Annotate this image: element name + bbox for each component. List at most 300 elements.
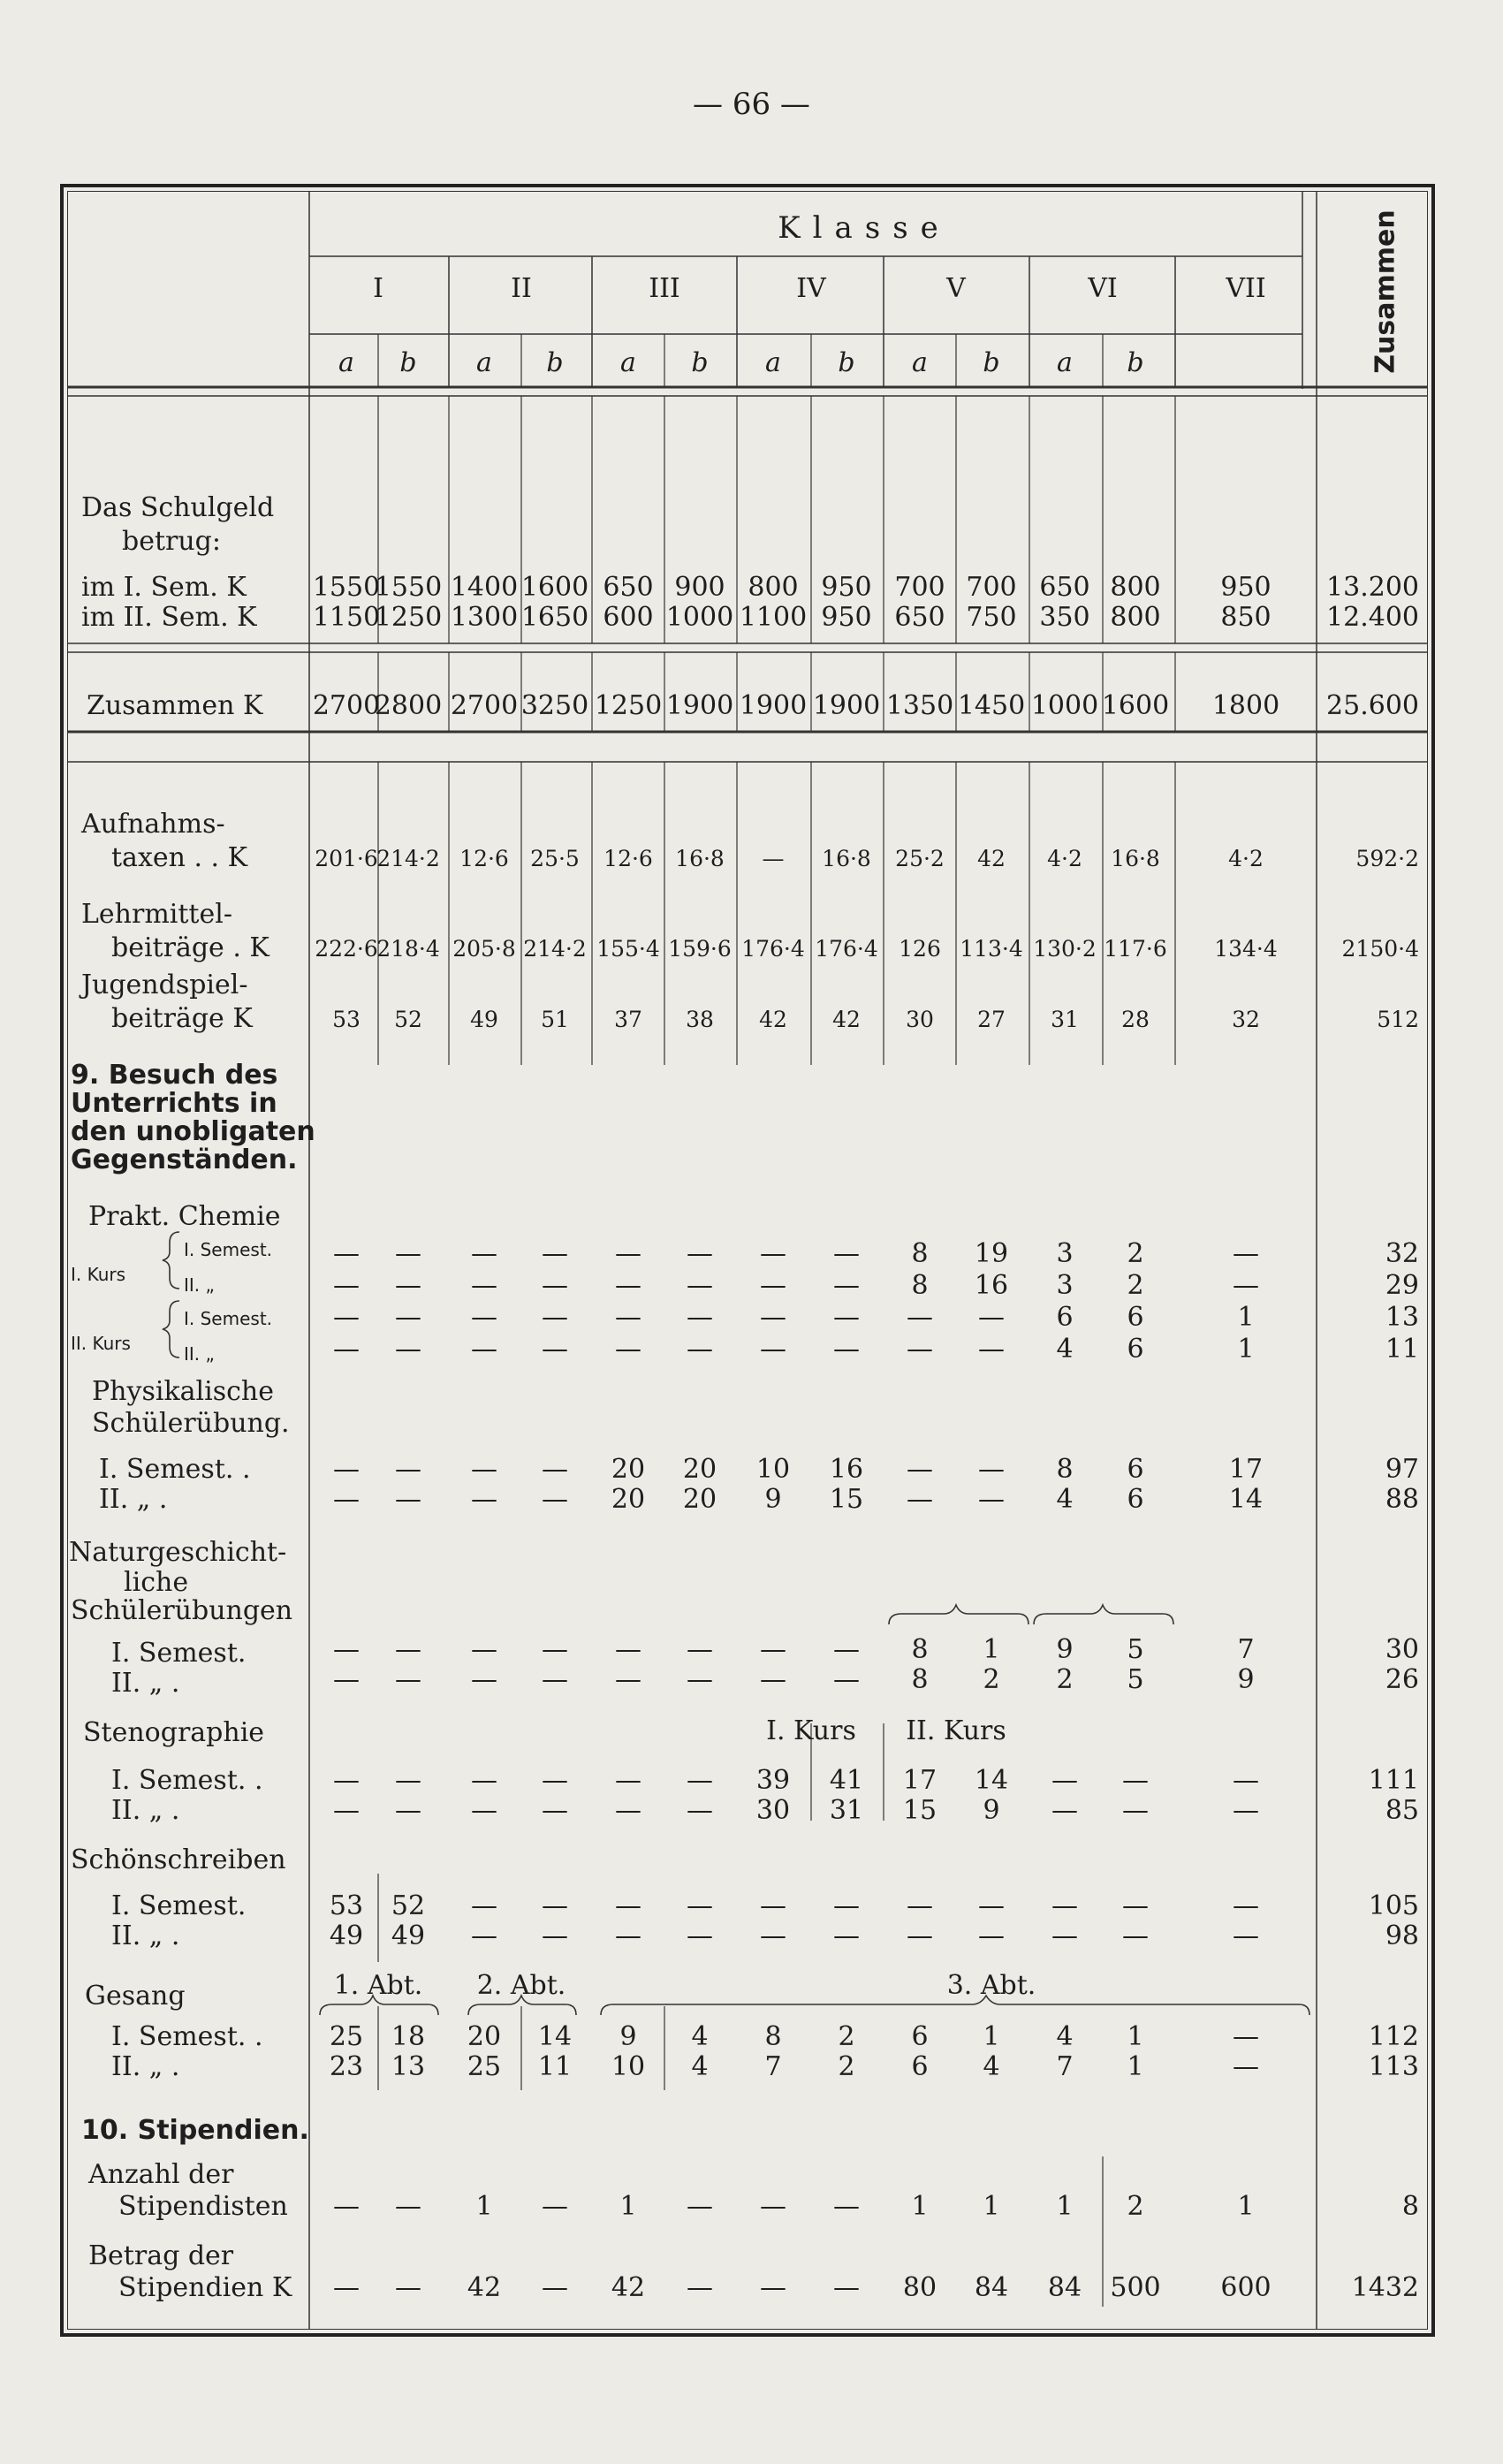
- section9-heading: den unobligaten: [71, 1116, 315, 1147]
- semester-label: I. Semest.: [184, 1239, 273, 1260]
- chemie-cell: —: [615, 1238, 641, 1269]
- taxen-cell: 134·4: [1214, 936, 1278, 962]
- stipend-cell: 8: [1401, 2191, 1419, 2222]
- schoen-cell: —: [907, 1890, 933, 1921]
- natur-cell: —: [687, 1664, 713, 1695]
- steno-cell: —: [1233, 1795, 1259, 1826]
- natur-cell: 26: [1385, 1664, 1419, 1695]
- schulgeld-cell: 650: [603, 572, 654, 603]
- class-header-I: I: [373, 273, 383, 304]
- schoen-cell: —: [760, 1890, 786, 1921]
- taxen-cell: 16·8: [822, 846, 871, 871]
- gesang-cell: 6: [911, 2051, 929, 2082]
- subclass-header: b: [838, 347, 855, 378]
- chemie-cell: —: [542, 1334, 568, 1365]
- chemie-cell: —: [542, 1238, 568, 1269]
- taxen-cell: 42: [832, 1007, 861, 1032]
- schulgeld-cell: 950: [821, 572, 872, 603]
- row-label: Lehrmittel-: [81, 899, 232, 930]
- schoen-cell: —: [615, 1890, 641, 1921]
- subclass-header: b: [399, 347, 417, 378]
- schulgeld-title: Das Schulgeld: [81, 492, 275, 523]
- physik-cell: 88: [1385, 1484, 1419, 1515]
- taxen-cell: 201·6: [315, 846, 378, 871]
- natur-cell: —: [471, 1634, 497, 1665]
- schoen-cell: 53: [329, 1890, 364, 1921]
- schulgeld-cell: 1650: [520, 602, 589, 633]
- chemie-cell: —: [687, 1302, 713, 1333]
- physik-title: Schülerübung.: [92, 1408, 290, 1439]
- taxen-cell: 205·8: [452, 936, 516, 962]
- natur-cell: 9: [1056, 1634, 1074, 1665]
- class-header-III: III: [649, 273, 680, 304]
- zusammen-cell: 1900: [812, 690, 881, 721]
- row-label: II. „ .: [111, 1795, 180, 1826]
- stipend-cell: —: [760, 2272, 786, 2303]
- steno-cell: —: [615, 1795, 641, 1826]
- natur-cell: —: [615, 1634, 641, 1665]
- stipend-cell: —: [333, 2191, 360, 2222]
- taxen-cell: 113·4: [960, 936, 1023, 962]
- chemie-cell: —: [687, 1238, 713, 1269]
- schulgeld-cell: 1550: [312, 572, 381, 603]
- class-header-IV: IV: [796, 273, 826, 304]
- row-label: im I. Sem. K: [81, 572, 247, 603]
- chemie-cell: —: [760, 1238, 786, 1269]
- chemie-cell: —: [395, 1302, 421, 1333]
- stipend-cell: —: [687, 2191, 713, 2222]
- schoen-cell: —: [471, 1890, 497, 1921]
- taxen-cell: 2150·4: [1341, 936, 1419, 962]
- gesang-abt: 3. Abt.: [946, 1970, 1036, 2001]
- physik-cell: 16: [829, 1454, 864, 1485]
- stipend-cell: 600: [1220, 2272, 1271, 2303]
- physik-cell: 97: [1385, 1454, 1419, 1485]
- gesang-cell: 20: [467, 2021, 502, 2052]
- row-label: II. „ .: [111, 1668, 180, 1699]
- taxen-cell: 176·4: [815, 936, 878, 962]
- gesang-cell: 7: [1056, 2051, 1074, 2082]
- gesang-cell: 25: [467, 2051, 502, 2082]
- gesang-cell: 1: [1127, 2021, 1144, 2052]
- physik-cell: —: [395, 1454, 421, 1485]
- taxen-cell: 38: [686, 1007, 714, 1032]
- chemie-brace-1: [163, 1232, 179, 1289]
- schoen-cell: —: [1051, 1920, 1078, 1951]
- steno-cell: —: [542, 1765, 568, 1796]
- taxen-cell: 42: [977, 846, 1006, 871]
- row-label: I. Semest. .: [111, 1765, 263, 1796]
- schoen-cell: 49: [329, 1920, 364, 1951]
- schulgeld-cell: 800: [1110, 602, 1161, 633]
- stipend-cell: —: [333, 2272, 360, 2303]
- steno-cell: —: [687, 1765, 713, 1796]
- natur-cell: —: [542, 1634, 568, 1665]
- stipend-cell: 1: [1056, 2191, 1074, 2222]
- taxen-cell: 592·2: [1355, 846, 1419, 871]
- taxen-cell: 12·6: [603, 846, 653, 871]
- chemie-cell: —: [978, 1302, 1005, 1333]
- stipend-cell: —: [542, 2191, 568, 2222]
- header-zusammen: Zusammen: [1370, 209, 1401, 374]
- section10-heading: 10. Stipendien.: [81, 2115, 309, 2146]
- stipend-cell: 84: [1047, 2272, 1082, 2303]
- stipend-cell: —: [760, 2191, 786, 2222]
- subclass-header: b: [1127, 347, 1144, 378]
- chemie-cell: —: [333, 1238, 360, 1269]
- taxen-cell: 159·6: [668, 936, 732, 962]
- chemie-cell: —: [760, 1334, 786, 1365]
- row-label: taxen . . K: [111, 842, 248, 873]
- row-label: I. Semest. .: [99, 1454, 251, 1485]
- chemie-cell: 19: [974, 1238, 1009, 1269]
- physik-cell: 20: [611, 1454, 646, 1485]
- schulgeld-cell: 800: [1110, 572, 1161, 603]
- taxen-cell: 49: [470, 1007, 498, 1032]
- chemie-cell: 8: [911, 1238, 929, 1269]
- row-label: beiträge . K: [111, 932, 269, 963]
- semester-label: II. „: [184, 1343, 215, 1365]
- schulgeld-cell: 700: [966, 572, 1017, 603]
- taxen-cell: 32: [1232, 1007, 1260, 1032]
- steno-cell: 31: [829, 1795, 864, 1826]
- subclass-header: a: [1057, 347, 1073, 378]
- steno-cell: —: [542, 1795, 568, 1826]
- steno-cell: —: [1051, 1795, 1078, 1826]
- chemie-cell: —: [471, 1334, 497, 1365]
- gesang-cell: 4: [1056, 2021, 1074, 2052]
- steno-cell: —: [471, 1765, 497, 1796]
- steno-cell: —: [687, 1795, 713, 1826]
- chemie-cell: —: [760, 1302, 786, 1333]
- gesang-abt: 2. Abt.: [476, 1970, 566, 2001]
- gesang-cell: 11: [537, 2051, 573, 2082]
- chemie-cell: —: [395, 1238, 421, 1269]
- kurs-label: II. Kurs: [71, 1333, 131, 1354]
- schulgeld-cell: 1550: [374, 572, 443, 603]
- steno-kurs: II. Kurs: [906, 1715, 1006, 1746]
- schoen-cell: —: [978, 1920, 1005, 1951]
- row-label: Jugendspiel-: [81, 970, 248, 1000]
- taxen-cell: 12·6: [459, 846, 509, 871]
- stipend-cell: —: [395, 2272, 421, 2303]
- semester-label: II. „: [184, 1274, 215, 1296]
- schulgeld-cell: 950: [821, 602, 872, 633]
- gesang-cell: 10: [611, 2051, 646, 2082]
- zusammen-cell: 1900: [665, 690, 734, 721]
- steno-cell: 14: [974, 1765, 1009, 1796]
- schulgeld-cell: 1000: [665, 602, 734, 633]
- schulgeld-cell: 850: [1220, 602, 1271, 633]
- zusammen-cell: 2700: [312, 690, 381, 721]
- row-label: I. Semest.: [111, 1638, 247, 1669]
- steno-cell: 111: [1368, 1765, 1419, 1796]
- stipend-cell: —: [395, 2191, 421, 2222]
- physik-cell: —: [542, 1484, 568, 1515]
- zusammen-cell: 1600: [1101, 690, 1170, 721]
- schoen-cell: —: [833, 1890, 860, 1921]
- stipend-cell: 2: [1127, 2191, 1144, 2222]
- schulgeld-cell: 1300: [450, 602, 519, 633]
- stipend-cell: 1: [1237, 2191, 1255, 2222]
- schulgeld-cell: 950: [1220, 572, 1271, 603]
- schoen-cell: —: [760, 1920, 786, 1951]
- row-label: Aufnahms-: [81, 809, 225, 840]
- gesang-cell: 6: [911, 2021, 929, 2052]
- gesang-cell: 1: [983, 2021, 1000, 2052]
- steno-cell: —: [395, 1765, 421, 1796]
- chemie-cell: —: [833, 1270, 860, 1301]
- subclass-header: b: [691, 347, 709, 378]
- natur-cell: —: [833, 1634, 860, 1665]
- taxen-cell: 117·6: [1104, 936, 1167, 962]
- row-label: Stipendien K: [118, 2272, 292, 2303]
- chemie-cell: —: [333, 1302, 360, 1333]
- schulgeld-cell: 600: [603, 602, 654, 633]
- steno-cell: —: [615, 1765, 641, 1796]
- chemie-cell: —: [978, 1334, 1005, 1365]
- chemie-cell: 3: [1056, 1238, 1074, 1269]
- schulgeld-cell: 650: [894, 602, 945, 633]
- schulgeld-cell: 1150: [312, 602, 381, 633]
- chemie-cell: —: [687, 1334, 713, 1365]
- gesang-cell: 112: [1368, 2021, 1419, 2052]
- natur-brace-v: [889, 1605, 1029, 1624]
- chemie-cell: —: [542, 1302, 568, 1333]
- taxen-cell: 16·8: [1111, 846, 1160, 871]
- gesang-cell: 23: [329, 2051, 364, 2082]
- chemie-cell: 1: [1237, 1334, 1255, 1365]
- schulgeld-cell: 12.400: [1326, 602, 1419, 633]
- subclass-header: a: [765, 347, 781, 378]
- physik-cell: —: [907, 1484, 933, 1515]
- natur-cell: —: [760, 1634, 786, 1665]
- chemie-cell: —: [471, 1302, 497, 1333]
- taxen-cell: 4·2: [1047, 846, 1082, 871]
- natur-cell: 2: [983, 1664, 1000, 1695]
- chemie-cell: 4: [1056, 1334, 1074, 1365]
- stipend-cell: 1: [983, 2191, 1000, 2222]
- steno-cell: —: [1233, 1765, 1259, 1796]
- chemie-cell: —: [760, 1270, 786, 1301]
- natur-cell: —: [333, 1664, 360, 1695]
- schoen-cell: —: [615, 1920, 641, 1951]
- steno-cell: —: [333, 1765, 360, 1796]
- page-number: — 66 —: [693, 87, 810, 122]
- physik-cell: —: [333, 1484, 360, 1515]
- zusammen-cell: 1350: [885, 690, 954, 721]
- gesang-cell: 4: [983, 2051, 1000, 2082]
- natur-cell: 2: [1056, 1664, 1074, 1695]
- physik-cell: 17: [1228, 1454, 1264, 1485]
- natur-cell: —: [687, 1634, 713, 1665]
- natur-cell: —: [833, 1664, 860, 1695]
- subclass-header: a: [620, 347, 636, 378]
- chemie-cell: —: [542, 1270, 568, 1301]
- natur-cell: —: [542, 1664, 568, 1695]
- stipend-cell: 1: [475, 2191, 493, 2222]
- schulgeld-title: betrug:: [122, 526, 221, 557]
- physik-cell: —: [978, 1454, 1005, 1485]
- steno-cell: —: [333, 1795, 360, 1826]
- schoen-cell: 105: [1368, 1890, 1419, 1921]
- physik-cell: 15: [829, 1484, 864, 1515]
- steno-cell: —: [1122, 1795, 1149, 1826]
- stipend-cell: 1: [619, 2191, 637, 2222]
- subclass-header: b: [983, 347, 1000, 378]
- chemie-cell: 32: [1385, 1238, 1419, 1269]
- taxen-cell: 218·4: [376, 936, 440, 962]
- gesang-cell: 2: [838, 2021, 855, 2052]
- taxen-cell: 130·2: [1033, 936, 1097, 962]
- schoen-cell: —: [907, 1920, 933, 1951]
- steno-cell: 85: [1385, 1795, 1419, 1826]
- schoen-cell: —: [471, 1920, 497, 1951]
- natur-cell: —: [760, 1664, 786, 1695]
- stipend-cell: —: [833, 2191, 860, 2222]
- chemie-cell: —: [1233, 1238, 1259, 1269]
- schoen-cell: 52: [391, 1890, 426, 1921]
- natur-cell: —: [395, 1634, 421, 1665]
- chemie-cell: —: [687, 1270, 713, 1301]
- schoen-cell: —: [1051, 1890, 1078, 1921]
- chemie-cell: —: [333, 1334, 360, 1365]
- schoen-cell: —: [542, 1890, 568, 1921]
- physik-cell: 6: [1127, 1454, 1144, 1485]
- taxen-cell: 27: [977, 1007, 1006, 1032]
- natur-cell: —: [333, 1634, 360, 1665]
- chemie-cell: —: [907, 1334, 933, 1365]
- natur-cell: 8: [911, 1664, 929, 1695]
- gesang-cell: 7: [764, 2051, 782, 2082]
- gesang-cell: 13: [391, 2051, 426, 2082]
- taxen-cell: 37: [614, 1007, 642, 1032]
- taxen-cell: 53: [332, 1007, 361, 1032]
- chemie-cell: —: [395, 1334, 421, 1365]
- class-header-V: V: [946, 273, 966, 304]
- gesang-cell: 8: [764, 2021, 782, 2052]
- row-label: Zusammen K: [87, 690, 263, 721]
- physik-cell: —: [471, 1454, 497, 1485]
- gesang-cell: 2: [838, 2051, 855, 2082]
- row-label: im II. Sem. K: [81, 602, 257, 633]
- schulgeld-cell: 1250: [374, 602, 443, 633]
- chemie-cell: —: [471, 1270, 497, 1301]
- gesang-cell: 4: [691, 2051, 709, 2082]
- natur-title: liche: [124, 1567, 189, 1598]
- schoen-cell: —: [687, 1920, 713, 1951]
- schulgeld-cell: 13.200: [1326, 572, 1419, 603]
- steno-cell: 15: [902, 1795, 937, 1826]
- taxen-cell: 176·4: [741, 936, 805, 962]
- zusammen-cell: 1450: [957, 690, 1026, 721]
- natur-cell: 9: [1237, 1664, 1255, 1695]
- gesang-cell: 4: [691, 2021, 709, 2052]
- steno-cell: 17: [902, 1765, 937, 1796]
- physik-cell: 20: [682, 1484, 717, 1515]
- steno-cell: —: [471, 1795, 497, 1826]
- row-label: beiträge K: [111, 1003, 253, 1034]
- natur-cell: —: [615, 1664, 641, 1695]
- steno-cell: 30: [755, 1795, 791, 1826]
- zusammen-cell: 3250: [520, 690, 589, 721]
- physik-cell: 20: [682, 1454, 717, 1485]
- physik-cell: 8: [1056, 1454, 1074, 1485]
- schoen-cell: 49: [391, 1920, 426, 1951]
- row-label: II. „ .: [111, 2051, 180, 2082]
- chemie-cell: 2: [1127, 1238, 1144, 1269]
- taxen-cell: 28: [1121, 1007, 1150, 1032]
- header-klasse: Klasse: [778, 210, 951, 246]
- gesang-cell: —: [1233, 2021, 1259, 2052]
- stipend-cell: 42: [611, 2272, 646, 2303]
- stipend-cell: —: [542, 2272, 568, 2303]
- schulgeld-cell: 800: [748, 572, 799, 603]
- physik-cell: 10: [755, 1454, 791, 1485]
- physik-cell: —: [542, 1454, 568, 1485]
- chemie-cell: 1: [1237, 1302, 1255, 1333]
- physik-cell: —: [333, 1454, 360, 1485]
- gesang-cell: 25: [329, 2021, 364, 2052]
- gesang-cell: 9: [619, 2021, 637, 2052]
- physik-cell: —: [395, 1484, 421, 1515]
- stipend-cell: 1: [911, 2191, 929, 2222]
- chemie-title: Prakt. Chemie: [88, 1201, 281, 1232]
- physik-cell: 20: [611, 1484, 646, 1515]
- zusammen-cell: 2800: [374, 690, 443, 721]
- natur-cell: 30: [1385, 1634, 1419, 1665]
- physik-cell: —: [978, 1484, 1005, 1515]
- steno-cell: —: [1051, 1765, 1078, 1796]
- zusammen-cell: 1250: [594, 690, 663, 721]
- chemie-cell: 11: [1385, 1334, 1419, 1365]
- taxen-cell: 25·2: [895, 846, 945, 871]
- row-label: I. Semest. .: [111, 2021, 263, 2052]
- class-header-VII: VII: [1226, 273, 1266, 304]
- steno-cell: 9: [983, 1795, 1000, 1826]
- chemie-cell: —: [833, 1302, 860, 1333]
- zusammen-cell: 1800: [1211, 690, 1280, 721]
- zusammen-cell: 1900: [739, 690, 808, 721]
- natur-brace-vi: [1034, 1605, 1173, 1624]
- gesang-cell: 1: [1127, 2051, 1144, 2082]
- taxen-cell: 4·2: [1228, 846, 1264, 871]
- schulgeld-cell: 350: [1039, 602, 1090, 633]
- schulgeld-cell: 750: [966, 602, 1017, 633]
- taxen-cell: 25·5: [530, 846, 580, 871]
- chemie-cell: —: [615, 1302, 641, 1333]
- section9-heading: 9. Besuch des: [71, 1060, 278, 1091]
- gesang-cell: 18: [391, 2021, 426, 2052]
- taxen-cell: 155·4: [596, 936, 660, 962]
- subclass-header: a: [338, 347, 354, 378]
- schulgeld-cell: 1600: [520, 572, 589, 603]
- taxen-cell: 31: [1051, 1007, 1079, 1032]
- section9-heading: Unterrichts in: [71, 1088, 277, 1119]
- chemie-cell: 8: [911, 1270, 929, 1301]
- natur-cell: —: [395, 1664, 421, 1695]
- chemie-cell: —: [907, 1302, 933, 1333]
- taxen-cell: —: [762, 846, 785, 871]
- class-header-II: II: [511, 273, 532, 304]
- chemie-cell: 6: [1127, 1302, 1144, 1333]
- row-label: II. „ .: [111, 1920, 180, 1951]
- schulgeld-cell: 1400: [450, 572, 519, 603]
- steno-cell: —: [395, 1795, 421, 1826]
- row-label: I. Semest.: [111, 1890, 247, 1921]
- schoen-title: Schönschreiben: [71, 1844, 286, 1875]
- stipend-cell: —: [687, 2272, 713, 2303]
